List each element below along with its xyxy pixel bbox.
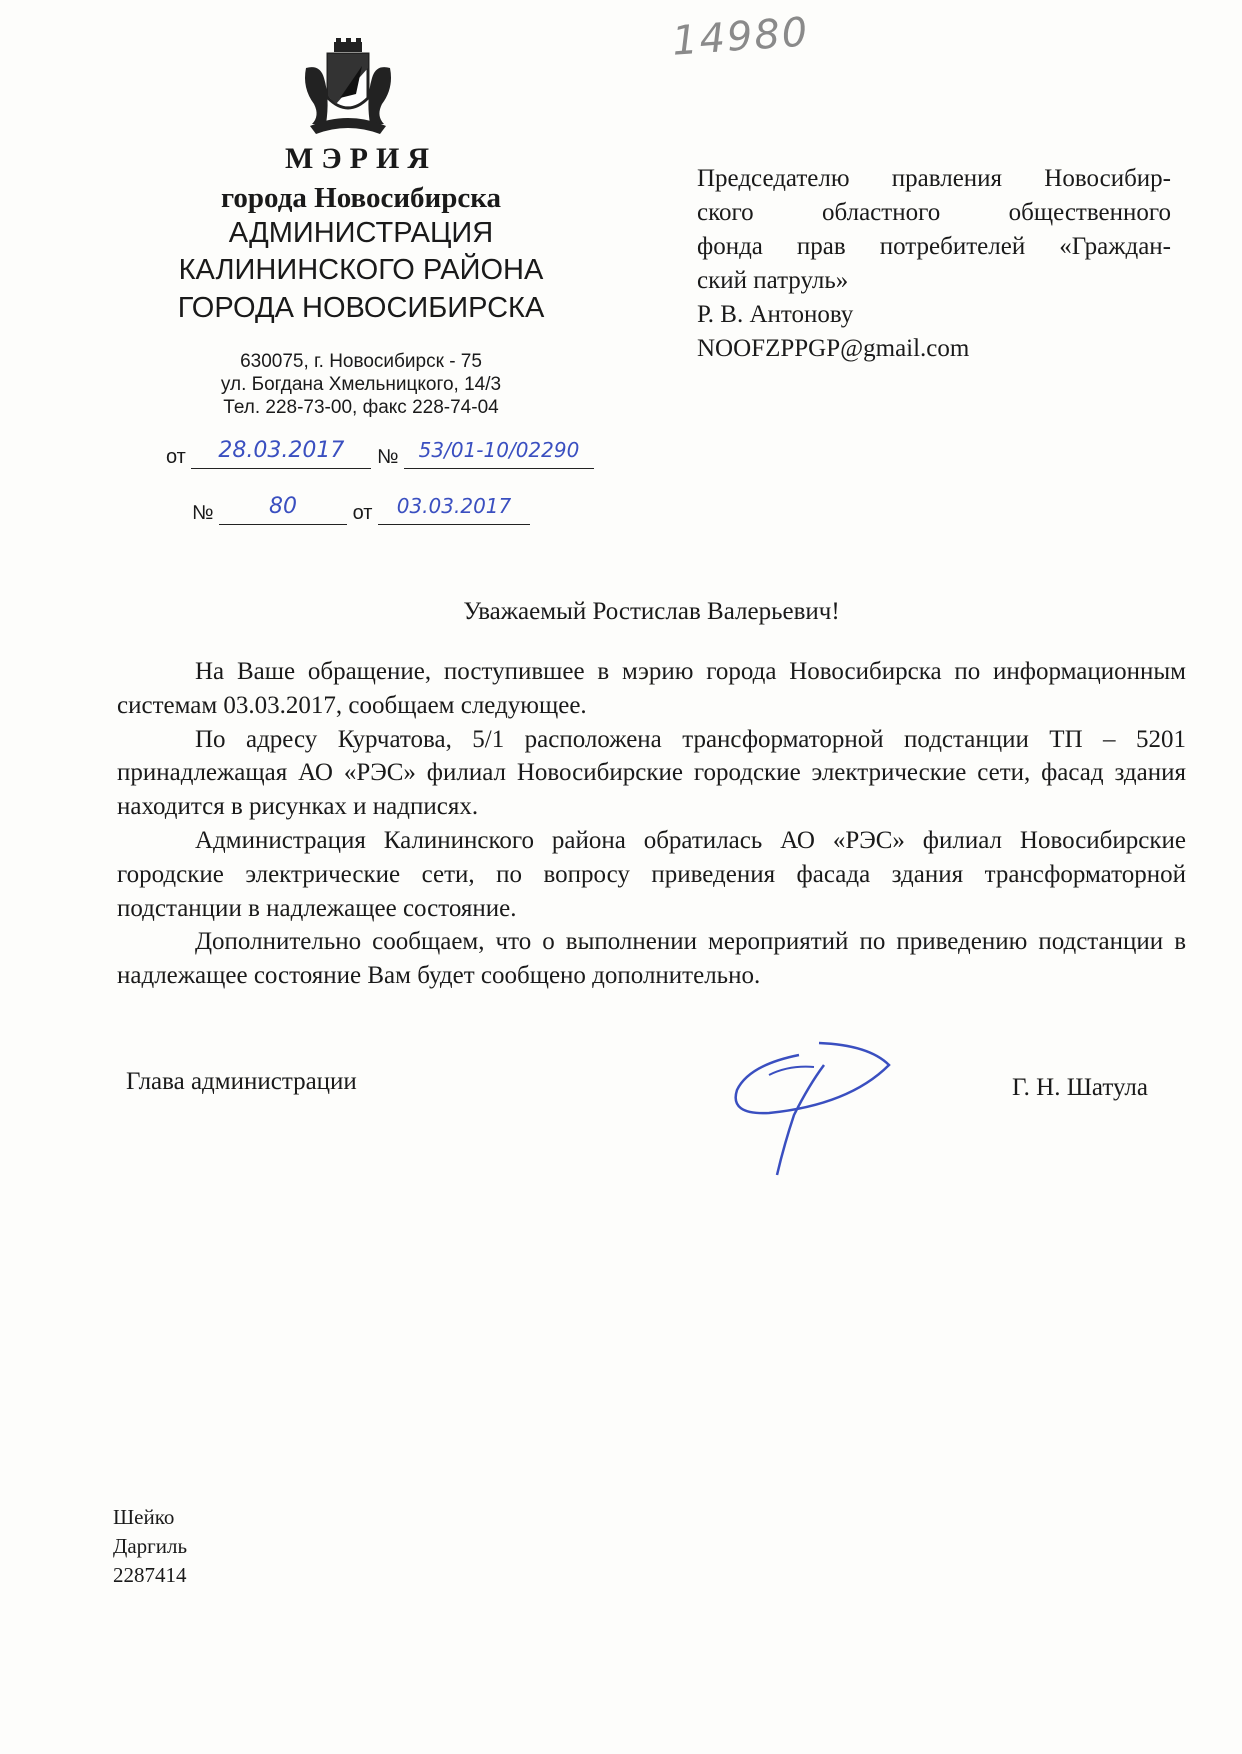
registration-stamp-number: 14980 — [670, 9, 811, 65]
address-line: Тел. 228-73-00, факс 228-74-04 — [223, 397, 499, 418]
executor-name: Даргиль — [113, 1534, 188, 1558]
recipient-name: Р. В. Антонову — [697, 301, 854, 328]
incoming-reference — [192, 494, 530, 525]
recipient-line: фонда прав потребителей «Граждан- — [697, 233, 1171, 260]
outgoing-date: 28.03.2017 — [191, 438, 371, 469]
number-label: № — [376, 446, 399, 468]
body-paragraph: Администрация Калининского района обратилась АО «РЭС» филиал Новосибирские городские электрические сети, по вопросу приведения фасада здания трансформаторной подстанции в надлежащее состояние. — [117, 826, 1186, 922]
from-label: от — [166, 446, 186, 468]
admin-line: АДМИНИСТРАЦИЯ — [228, 217, 494, 249]
recipient-line: ского областного общественного — [697, 199, 1171, 226]
body-paragraph: На Ваше обращение, поступившее в мэрию города Новосибирска по информационным системам 03.03.2017, сообщаем следующее. — [117, 658, 1186, 719]
address-line: ул. Богдана Хмельницкого, 14/3 — [220, 374, 502, 395]
recipient-line: Председателю правления Новосибир- — [697, 165, 1171, 192]
admin-line: КАЛИНИНСКОГО РАЙОНА — [178, 254, 544, 286]
recipient-email: NOOFZPPGP@gmail.com — [697, 335, 970, 362]
outgoing-reference — [166, 438, 594, 469]
body-paragraph: Дополнительно сообщаем, что о выполнении мероприятий по приведению подстанции в надлежащее состояние Вам будет сообщено дополнительно. — [117, 928, 1186, 990]
recipient-block — [697, 162, 1171, 366]
executor-name: Шейко — [113, 1505, 175, 1529]
admin-line: ГОРОДА НОВОСИБИРСКА — [177, 292, 545, 324]
coat-of-arms-emblem — [300, 38, 396, 136]
signatory-name: Г. Н. Шатула — [1012, 1074, 1148, 1101]
incoming-date: 03.03.2017 — [378, 494, 530, 525]
letter-body — [117, 655, 1186, 993]
address-line: 630075, г. Новосибирск - 75 — [240, 351, 482, 372]
number-label: № — [192, 502, 214, 524]
outgoing-number: 53/01-10/02290 — [404, 438, 594, 469]
recipient-line: ский патруль» — [697, 267, 849, 294]
incoming-number: 80 — [219, 494, 347, 525]
signatory-position: Глава администрации — [126, 1068, 357, 1095]
executor-phone: 2287414 — [113, 1563, 187, 1587]
executors-block — [113, 1503, 187, 1590]
org-city: города Новосибирска — [220, 182, 502, 214]
body-paragraph: По адресу Курчатова, 5/1 расположена трансформаторной подстанции ТП – 5201 принадлежащая АО «РЭС» филиал Новосибирские городские электрические сети, фасад здания находится в рисунках и надписях. — [117, 725, 1186, 821]
org-title: МЭРИЯ — [285, 142, 437, 175]
greeting: Уважаемый Ростислав Валерьевич! — [463, 598, 840, 625]
from-label: от — [352, 502, 373, 524]
handwritten-signature — [729, 1035, 899, 1180]
